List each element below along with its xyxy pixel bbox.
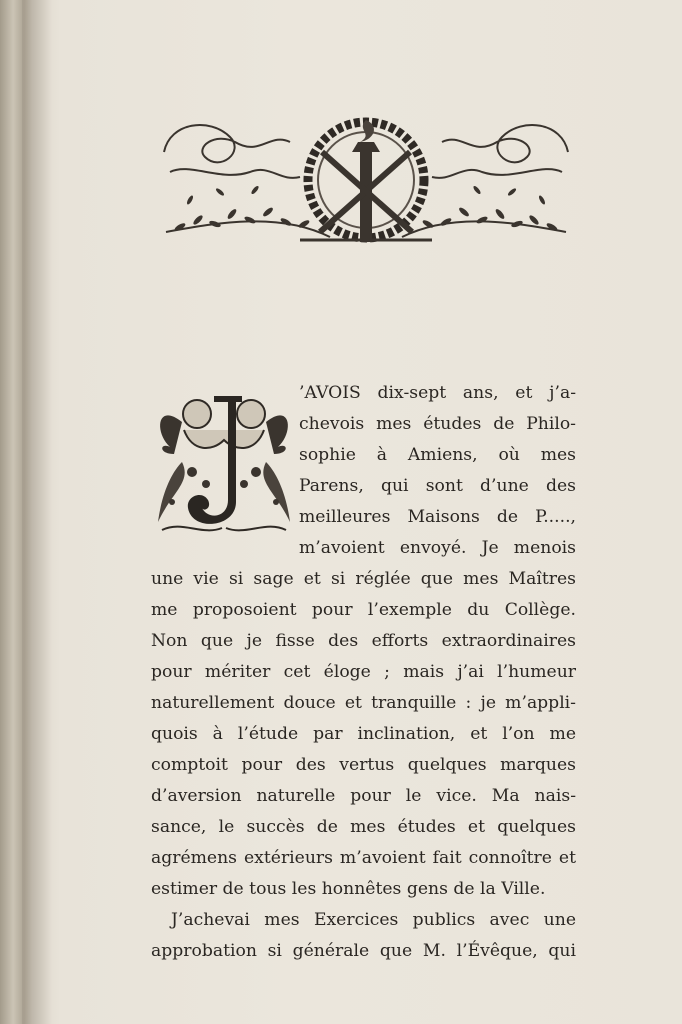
text-line: naturellement douce et tranquille : je m’appli- bbox=[151, 693, 576, 713]
text-line: me proposoient pour l’exemple du Collège. bbox=[151, 600, 576, 620]
body-text bbox=[151, 378, 576, 967]
text-line: sance, le succès de mes études et quelques bbox=[151, 817, 576, 837]
text-line: chevois mes études de Philo- bbox=[299, 414, 576, 434]
text-line: comptoit pour des vertus quelques marques bbox=[151, 755, 576, 775]
text-line: Non que je fisse des efforts extraordinaires bbox=[151, 631, 576, 651]
text-line: estimer de tous les honnêtes gens de la Ville. bbox=[151, 879, 546, 899]
facing-page-edge bbox=[0, 0, 22, 1024]
text-line: m’avoient envoyé. Je menois bbox=[299, 538, 576, 558]
text-line: d’aversion naturelle pour le vice. Ma nais- bbox=[151, 786, 576, 806]
text-line: quois à l’étude par inclination, et l’on me bbox=[151, 724, 576, 744]
text-line: Parens, qui sont d’une des bbox=[299, 476, 576, 496]
text-line: agrémens extérieurs m’avoient fait connoître et bbox=[151, 848, 576, 868]
text-line: une vie si sage et si réglée que mes Maîtres bbox=[151, 569, 576, 589]
text-line: pour mériter cet éloge ; mais j’ai l’humeur bbox=[151, 662, 576, 682]
text-line: meilleures Maisons de P....., bbox=[299, 507, 576, 527]
text-line: sophie à Amiens, où mes bbox=[299, 445, 576, 465]
text-line: ’AVOIS dix-sept ans, et j’a- bbox=[299, 383, 576, 403]
text-line: approbation si générale que M. l’Évêque, qui bbox=[151, 941, 576, 961]
ornamental-headpiece bbox=[160, 112, 572, 254]
text-line: J’achevai mes Exercices publics avec une bbox=[171, 910, 576, 930]
gutter-shadow bbox=[22, 0, 52, 1024]
